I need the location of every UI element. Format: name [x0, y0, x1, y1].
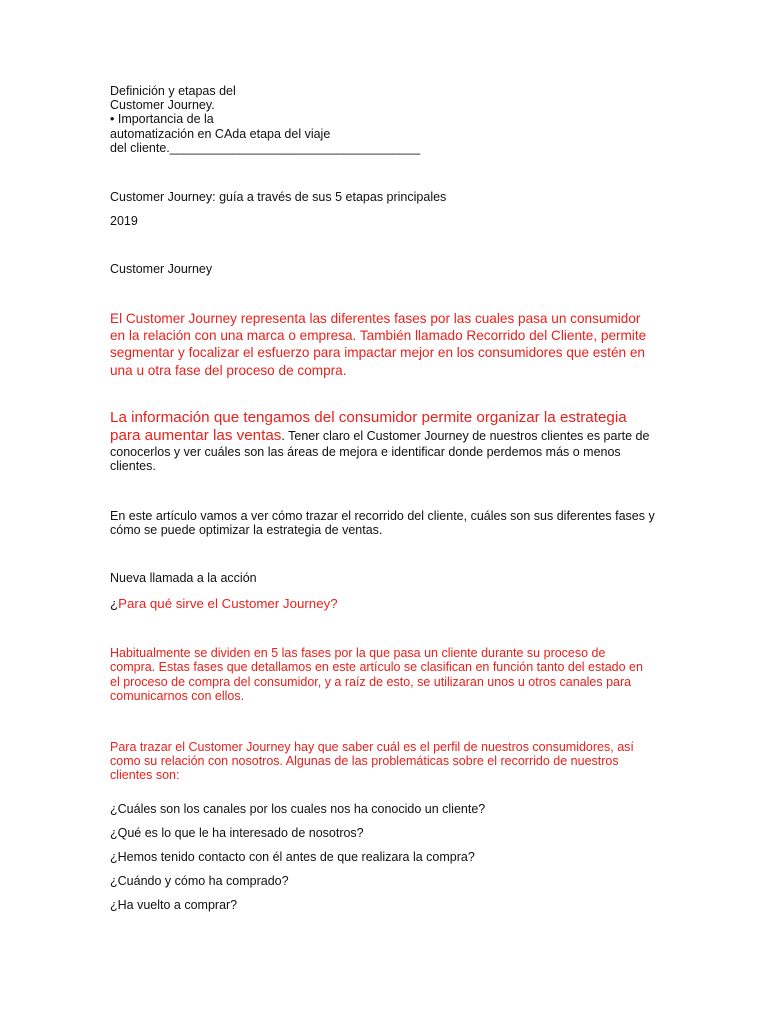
header-line: automatización en CAda etapa del viaje [110, 126, 331, 141]
document-header [110, 84, 420, 155]
list-item: ¿Qué es lo que le ha interesado de nosotros? [110, 826, 364, 840]
list-item: ¿Hemos tenido contacto con él antes de que realizara la compra? [110, 850, 475, 864]
list-item: ¿Cuáles son los canales por los cuales nos ha conocido un cliente? [110, 802, 486, 816]
section-label: Customer Journey [110, 262, 213, 276]
header-line: Customer Journey. [110, 98, 215, 113]
info-highlight: La información que tengamos del consumidor permite organizar la estrategia para aumentar las ventas [110, 409, 627, 444]
profile-paragraph: Para trazar el Customer Journey hay que saber cuál es el perfil de nuestros consumidores, así como su relación con nosotros. Algunas de las problemáticas sobre el recorrido de nuestros clientes son: [110, 740, 634, 783]
info-paragraph [110, 409, 655, 473]
list-item: ¿Cuándo y cómo ha comprado? [110, 874, 289, 888]
question-heading-text: Para qué sirve el Customer Journey? [118, 596, 338, 611]
header-line: del cliente.____________________________________ [110, 140, 421, 155]
article-year: 2019 [110, 214, 138, 228]
question-heading [110, 596, 338, 611]
article-title: Customer Journey: guía a través de sus 5 etapas principales [110, 190, 447, 204]
article-paragraph: En este artículo vamos a ver cómo trazar el recorrido del cliente, cuáles son sus diferentes fases y cómo se puede optimizar la estrategia de ventas. [110, 509, 655, 538]
info-rest: . Tener claro el Customer Journey de nuestros clientes es parte de conocerlos y ver cuáles son las áreas de mejora e identificar donde perdemos más o menos clientes. [110, 428, 650, 473]
header-line: • Importancia de la [110, 112, 214, 127]
list-item: ¿Ha vuelto a comprar? [110, 898, 238, 912]
cta-label: Nueva llamada a la acción [110, 571, 257, 585]
intro-paragraph: El Customer Journey representa las diferentes fases por las cuales pasa un consumidor en la relación con una marca o empresa. También llamado Recorrido del Cliente, permite segmentar y focalizar el esfuerzo para impactar mejor en los consumidores que estén en una u otra fase del proceso de compra. [110, 311, 647, 378]
phases-paragraph: Habitualmente se dividen en 5 las fases por la que pasa un cliente durante su proceso de compra. Estas fases que detallamos en este artículo se clasifican en función tanto del estado en el proceso de compra del consumidor, y a raíz de esto, se utilizaran unos u otros canales para comunicarnos con ellos. [110, 646, 643, 704]
header-line: Definición y etapas del [110, 84, 236, 98]
question-mark: ¿ [110, 596, 119, 611]
